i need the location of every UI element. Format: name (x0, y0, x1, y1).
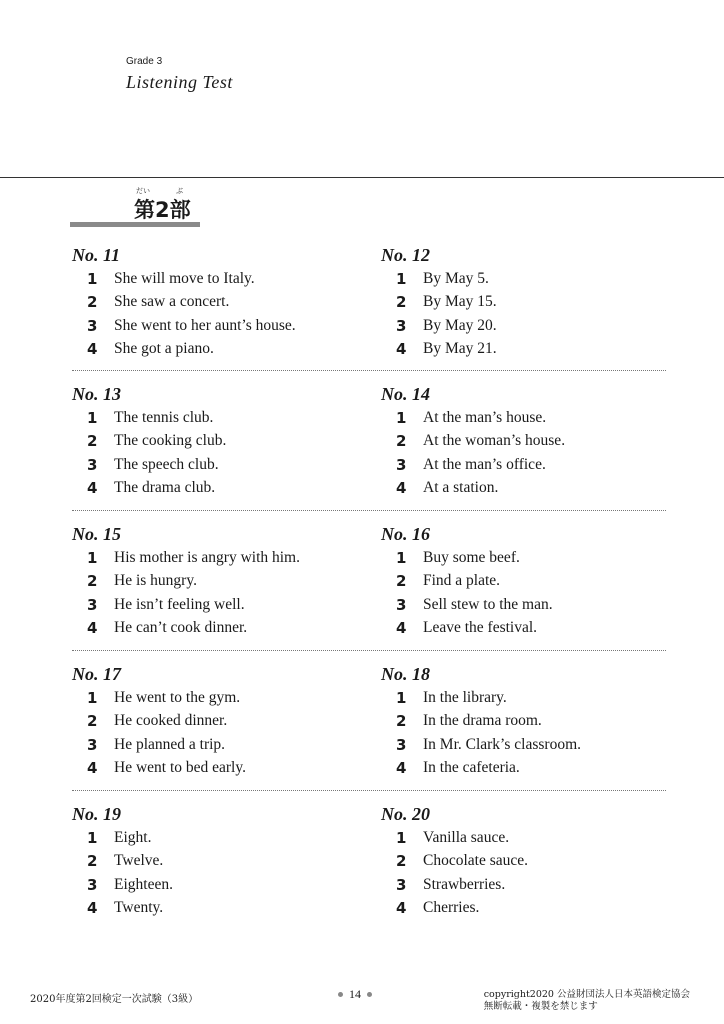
footer-copyright (484, 989, 690, 1013)
dotted-separator (72, 510, 666, 511)
option-text: Strawberries. (423, 875, 506, 893)
option-number: 3 (87, 316, 98, 335)
option-text: By May 21. (423, 340, 497, 358)
answer-option (72, 314, 372, 338)
option-text: Buy some beef. (423, 548, 520, 566)
part-underline (70, 222, 200, 227)
answer-option (72, 897, 372, 921)
option-text: He cooked dinner. (114, 712, 228, 730)
option-number: 2 (87, 293, 98, 312)
question-block (72, 382, 372, 500)
answer-option (72, 338, 372, 362)
question-block (381, 382, 681, 500)
answer-option (381, 617, 681, 641)
answer-option (381, 757, 681, 781)
option-number: 2 (87, 572, 98, 591)
option-number: 4 (87, 619, 98, 638)
question-block (381, 243, 681, 361)
option-text: In the cafeteria. (423, 759, 520, 777)
question-block (381, 522, 681, 640)
option-number: 1 (396, 269, 407, 288)
question-block (72, 522, 372, 640)
answer-option (72, 546, 372, 570)
answer-option (72, 430, 372, 454)
option-text: At the man’s office. (423, 455, 546, 473)
option-text: Sell stew to the man. (423, 595, 553, 613)
option-text: He is hungry. (114, 572, 197, 590)
option-text: Eight. (114, 828, 152, 846)
answer-option (72, 477, 372, 501)
option-number: 1 (87, 548, 98, 567)
option-number: 2 (87, 712, 98, 731)
reproduction-notice: 無断転載・複製を禁じます (483, 1001, 598, 1012)
option-text: In Mr. Clark’s classroom. (423, 735, 581, 753)
answer-option (381, 406, 681, 430)
option-number: 1 (87, 828, 98, 847)
option-text: Leave the festival. (423, 619, 538, 637)
option-text: Twelve. (114, 852, 164, 870)
answer-option (381, 291, 681, 315)
answer-option (72, 593, 372, 617)
answer-option (72, 686, 372, 710)
answer-option (72, 453, 372, 477)
option-number: 4 (396, 340, 407, 359)
answer-option (381, 453, 681, 477)
option-text: The drama club. (114, 479, 216, 497)
answer-option (72, 850, 372, 874)
answer-option (381, 267, 681, 291)
option-text: The cooking club. (114, 432, 227, 450)
answer-option (72, 570, 372, 594)
option-text: By May 15. (423, 293, 497, 311)
question-number: No. 19 (72, 804, 121, 824)
option-number: 1 (87, 408, 98, 427)
question-number: No. 18 (381, 664, 430, 684)
question-block (381, 662, 681, 780)
option-number: 4 (396, 899, 407, 918)
answer-option (72, 873, 372, 897)
option-number: 4 (87, 340, 98, 359)
dotted-separator (72, 370, 666, 371)
grade-label: Grade 3 (126, 56, 163, 67)
page-number-text: 14 (349, 987, 361, 1001)
answer-option (72, 733, 372, 757)
option-number: 3 (396, 735, 407, 754)
option-number: 4 (87, 899, 98, 918)
answer-option (381, 477, 681, 501)
option-text: Eighteen. (114, 875, 173, 893)
option-number: 4 (87, 759, 98, 778)
answer-option (72, 406, 372, 430)
dotted-separator (72, 790, 666, 791)
option-number: 3 (396, 455, 407, 474)
answer-option (381, 733, 681, 757)
option-text: His mother is angry with him. (114, 548, 300, 566)
dotted-separator (72, 650, 666, 651)
answer-option (72, 826, 372, 850)
question-number: No. 13 (72, 384, 121, 404)
option-number: 1 (396, 548, 407, 567)
question-block (72, 243, 372, 361)
dot-icon (338, 992, 343, 997)
answer-option (381, 570, 681, 594)
option-text: Twenty. (114, 899, 164, 917)
question-block (72, 802, 372, 920)
option-number: 4 (396, 759, 407, 778)
option-number: 2 (396, 712, 407, 731)
option-text: She got a piano. (114, 340, 214, 358)
option-text: He went to the gym. (114, 688, 241, 706)
option-number: 4 (87, 479, 98, 498)
answer-option (72, 617, 372, 641)
option-text: He isn’t feeling well. (114, 595, 245, 613)
option-text: She will move to Italy. (114, 269, 255, 287)
page-number (338, 987, 372, 1002)
option-text: She saw a concert. (114, 293, 230, 311)
option-number: 3 (87, 455, 98, 474)
option-text: He can’t cook dinner. (114, 619, 248, 637)
header-rule (0, 177, 724, 178)
option-text: Find a plate. (423, 572, 501, 590)
option-number: 1 (396, 408, 407, 427)
option-number: 3 (87, 875, 98, 894)
option-number: 1 (396, 688, 407, 707)
option-text: Chocolate sauce. (423, 852, 529, 870)
question-block (381, 802, 681, 920)
option-number: 2 (396, 852, 407, 871)
option-number: 4 (396, 619, 407, 638)
option-number: 1 (87, 269, 98, 288)
answer-option (72, 757, 372, 781)
option-number: 2 (396, 432, 407, 451)
option-text: The speech club. (114, 455, 219, 473)
answer-option (381, 686, 681, 710)
answer-option (72, 291, 372, 315)
answer-option (381, 710, 681, 734)
option-text: She went to her aunt’s house. (114, 316, 296, 334)
option-text: By May 5. (423, 269, 489, 287)
question-number: No. 20 (381, 804, 430, 824)
question-block (72, 662, 372, 780)
answer-option (381, 593, 681, 617)
answer-option (381, 314, 681, 338)
option-text: In the library. (423, 688, 507, 706)
option-number: 2 (396, 293, 407, 312)
answer-option (381, 338, 681, 362)
answer-option (72, 710, 372, 734)
answer-option (381, 430, 681, 454)
answer-option (381, 873, 681, 897)
answer-option (381, 546, 681, 570)
option-number: 3 (396, 595, 407, 614)
option-text: In the drama room. (423, 712, 542, 730)
option-text: By May 20. (423, 316, 497, 334)
answer-option (381, 826, 681, 850)
option-text: He planned a trip. (114, 735, 226, 753)
test-title: Listening Test (126, 72, 233, 92)
question-number: No. 15 (72, 524, 121, 544)
dot-icon (367, 992, 372, 997)
question-number: No. 12 (381, 245, 430, 265)
question-number: No. 11 (72, 245, 121, 265)
option-number: 3 (396, 875, 407, 894)
answer-option (72, 267, 372, 291)
copyright-text: copyright2020 公益財団法人日本英語検定協会 (483, 989, 690, 1000)
question-number: No. 16 (381, 524, 430, 544)
part-label: 第2部 (134, 198, 191, 222)
ruby-bu: ぶ (176, 187, 183, 195)
ruby-dai: だい (136, 187, 150, 195)
answer-option (381, 897, 681, 921)
option-number: 2 (87, 432, 98, 451)
option-number: 4 (396, 479, 407, 498)
question-number: No. 17 (72, 664, 121, 684)
option-text: At the man’s house. (423, 408, 547, 426)
option-number: 1 (87, 688, 98, 707)
option-number: 2 (396, 572, 407, 591)
answer-option (381, 850, 681, 874)
option-text: The tennis club. (114, 408, 214, 426)
option-text: He went to bed early. (114, 759, 246, 777)
option-number: 1 (396, 828, 407, 847)
option-text: Cherries. (423, 899, 480, 917)
option-number: 3 (396, 316, 407, 335)
question-number: No. 14 (381, 384, 430, 404)
option-text: Vanilla sauce. (423, 828, 510, 846)
option-text: At a station. (423, 479, 499, 497)
option-text: At the woman’s house. (423, 432, 566, 450)
option-number: 2 (87, 852, 98, 871)
footer-exam-info: 2020年度第2回検定一次試験（3級） (30, 994, 199, 1005)
option-number: 3 (87, 735, 98, 754)
option-number: 3 (87, 595, 98, 614)
